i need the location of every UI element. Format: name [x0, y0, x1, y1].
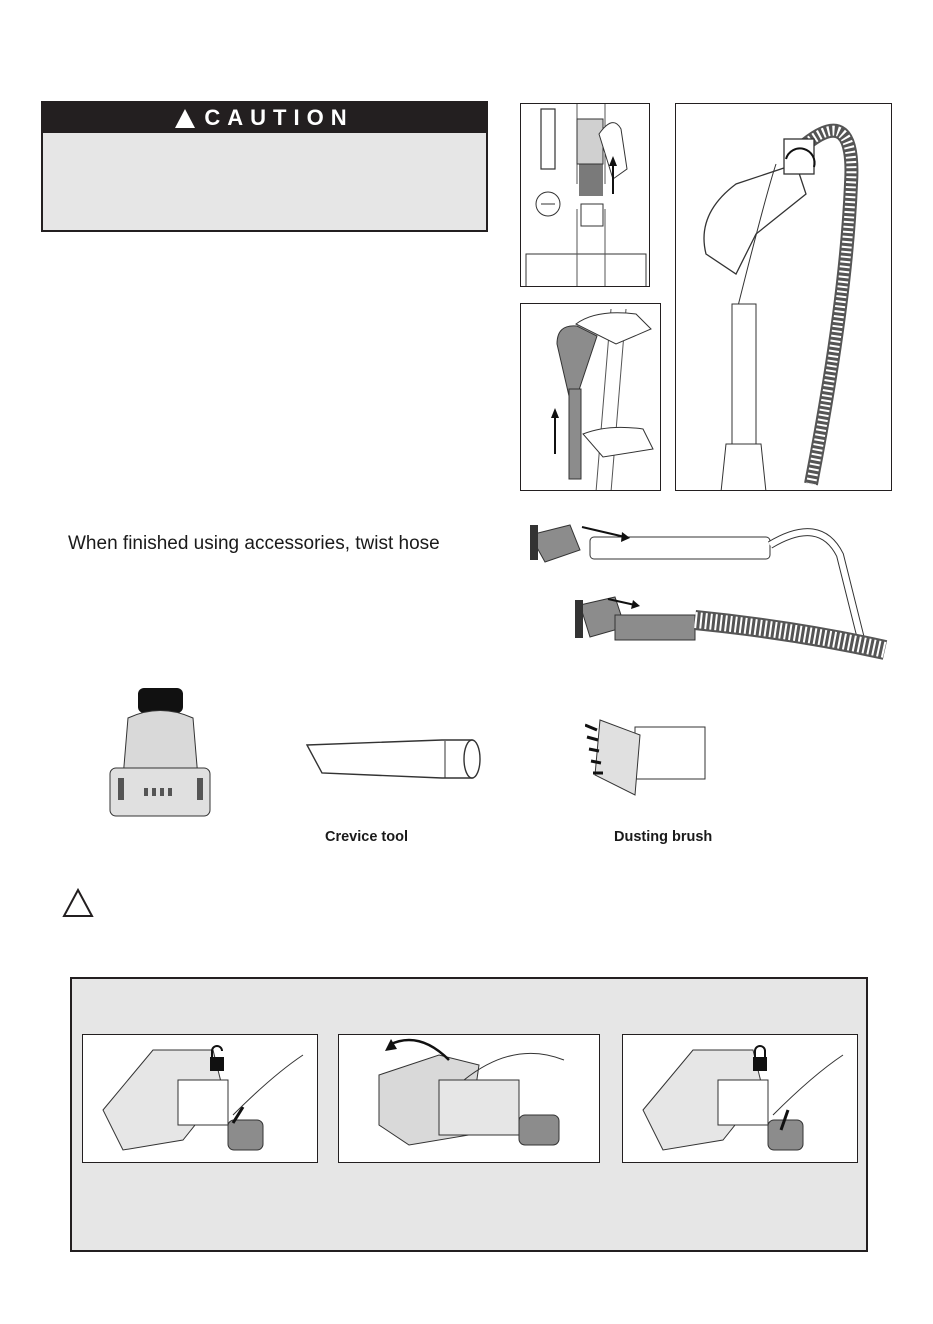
instruction-text: When finished using accessories, twist hose	[68, 533, 440, 554]
crevice-tool-icon	[305, 735, 485, 785]
warning-triangle-outline-icon	[62, 888, 94, 918]
attach-tools-drawing	[530, 515, 890, 687]
open-cover-step-drawing	[339, 1035, 600, 1163]
locked-padlock-icon	[753, 1057, 767, 1071]
illustration-handle-lift	[520, 303, 661, 491]
handle-lift-drawing	[521, 304, 661, 491]
wand-removal-drawing	[521, 104, 650, 287]
dusting-brush-icon	[585, 715, 710, 800]
lock-step-drawing	[623, 1035, 858, 1163]
caution-label: CAUTION	[204, 105, 354, 130]
caution-box	[41, 101, 488, 232]
accessory-power-nozzle	[108, 688, 213, 818]
step-unlock	[82, 1034, 318, 1163]
unlocked-padlock-icon	[210, 1057, 224, 1071]
dusting-brush-caption: Dusting brush	[614, 829, 713, 845]
power-nozzle-icon	[108, 688, 213, 818]
handle-hose-drawing	[676, 104, 892, 491]
accessory-dusting-brush	[585, 715, 710, 800]
illustration-attach-tools	[530, 515, 890, 687]
step-lock	[622, 1034, 858, 1163]
caution-header	[43, 103, 486, 133]
step-open-cover	[338, 1034, 600, 1163]
warning-triangle-icon	[175, 109, 195, 128]
accessory-crevice-tool	[305, 735, 485, 785]
crevice-tool-caption: Crevice tool	[325, 829, 408, 845]
illustration-wand-removal	[520, 103, 650, 287]
illustration-handle-hose	[675, 103, 892, 491]
unlock-step-drawing	[83, 1035, 318, 1163]
